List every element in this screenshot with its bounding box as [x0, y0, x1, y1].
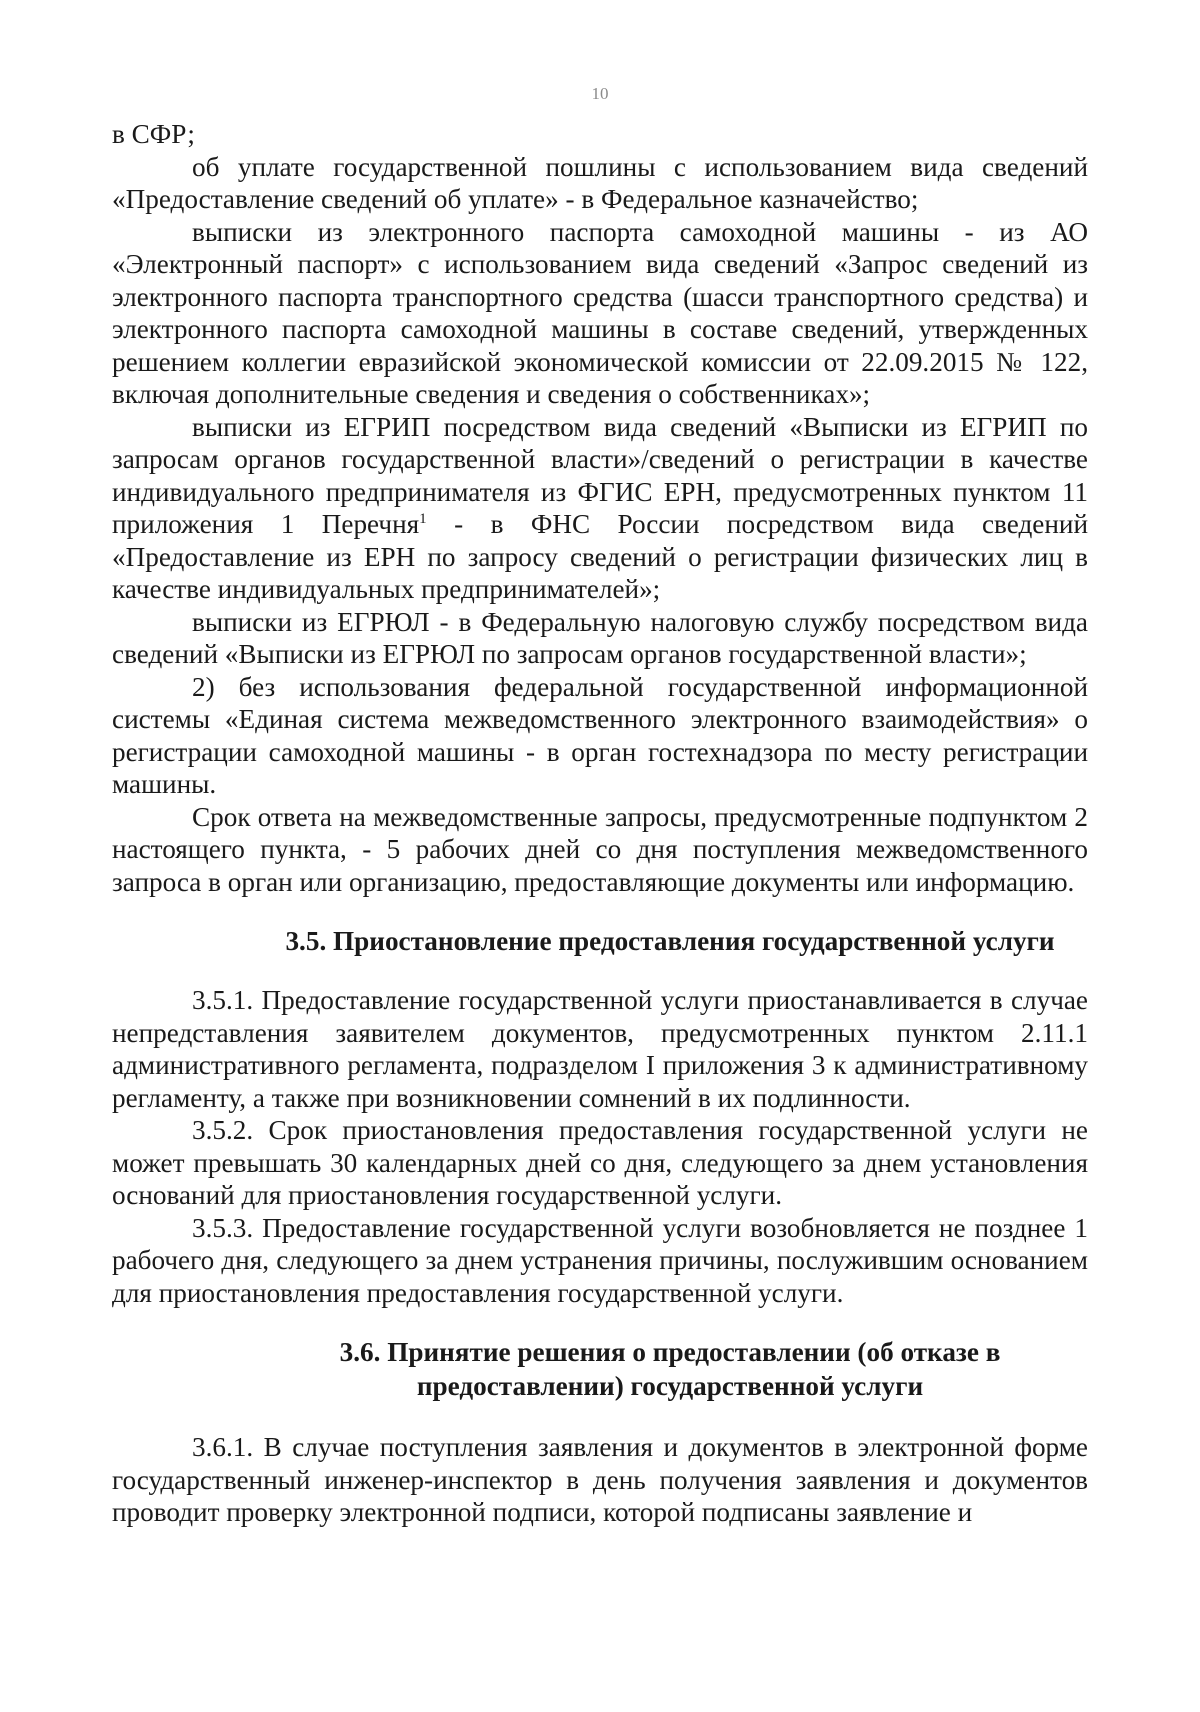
section-3-6-heading: [112, 1335, 1088, 1403]
section-3-5-heading: 3.5. Приостановление предоставления государственной услуги: [285, 926, 1055, 956]
page-number: 10: [591, 84, 609, 103]
paragraph-without-smev: 2) без использования федеральной государственной информационной системы «Единая система межведомственного электронного взаимодействия» о регистрации самоходной машины - в орган гостехнадзора по месту регистрации машины.: [112, 671, 1088, 799]
paragraph-egrip: [112, 411, 1088, 606]
section-3-6-heading-line2: предоставлении) государственной услуги: [416, 1371, 924, 1401]
paragraph-state-fee: об уплате государственной пошлины с использованием вида сведений «Предоставление сведений об уплате» - в Федеральное казначейство;: [112, 151, 1088, 214]
footnote-mark: 1: [419, 510, 427, 527]
paragraph-egrip-text: выписки из ЕГРИП посредством вида сведений «Выписки из ЕГРИП по запросам органов государственной власти»/сведений о регистрации в качестве индивидуального предпринимателя из ФГИС ЕРН, предусмотренных пунктом 11 приложения 1 Перечня: [112, 411, 1088, 539]
paragraph-sfr: в СФР;: [112, 119, 195, 149]
paragraph-3-5-1: 3.5.1. Предоставление государственной услуги приостанавливается в случае непредставления заявителем документов, предусмотренных пунктом 2.11.1 административного регламента, подразделом I приложения 3 к административному регламенту, а также при возникновении сомнений в их подлинности.: [112, 985, 1088, 1113]
paragraph-response-term: Срок ответа на межведомственные запросы, предусмотренные подпунктом 2 настоящего пункта, - 5 рабочих дней со дня поступления межведомственного запроса в орган или организацию, предоставляющие документы или информацию.: [112, 801, 1088, 897]
paragraph-egrip-continuation: - в ФНС России посредством вида сведений «Предоставление из ЕРН по запросу сведений о регистрации физических лиц в качестве индивидуальных предпринимателей»;: [112, 509, 1088, 604]
paragraph-3-6-1: 3.6.1. В случае поступления заявления и документов в электронной форме государственный инженер-инспектор в день получения заявления и документов проводит проверку электронной подписи, которой подписаны заявление и: [112, 1432, 1088, 1527]
paragraph-electronic-passport: выписки из электронного паспорта самоходной машины - из АО «Электронный паспорт» с использованием вида сведений «Запрос сведений из электронного паспорта транспортного средства (шасси транспортного средства) и электронного паспорта самоходной машины в составе сведений, утвержденных решением коллегии евразийской экономической комиссии от 22.09.2015 № 122, включая дополнительные сведения и сведения о собственниках»;: [112, 216, 1088, 409]
paragraph-egrul: выписки из ЕГРЮЛ - в Федеральную налоговую службу посредством вида сведений «Выписки из ЕГРЮЛ по запросам органов государственной власти»;: [112, 606, 1088, 669]
document-body: [112, 118, 1088, 1529]
section-3-6-heading-line1: 3.6. Принятие решения о предоставлении (об отказе в: [339, 1337, 1001, 1367]
paragraph-3-5-3: 3.5.3. Предоставление государственной услуги возобновляется не позднее 1 рабочего дня, следующего за днем устранения причины, послужившим основанием для приостановления предоставления государственной услуги.: [112, 1212, 1088, 1308]
paragraph-3-5-2: 3.5.2. Срок приостановления предоставления государственной услуги не может превышать 30 календарных дней со дня, следующего за днем установления оснований для приостановления государственной услуги.: [112, 1115, 1088, 1210]
